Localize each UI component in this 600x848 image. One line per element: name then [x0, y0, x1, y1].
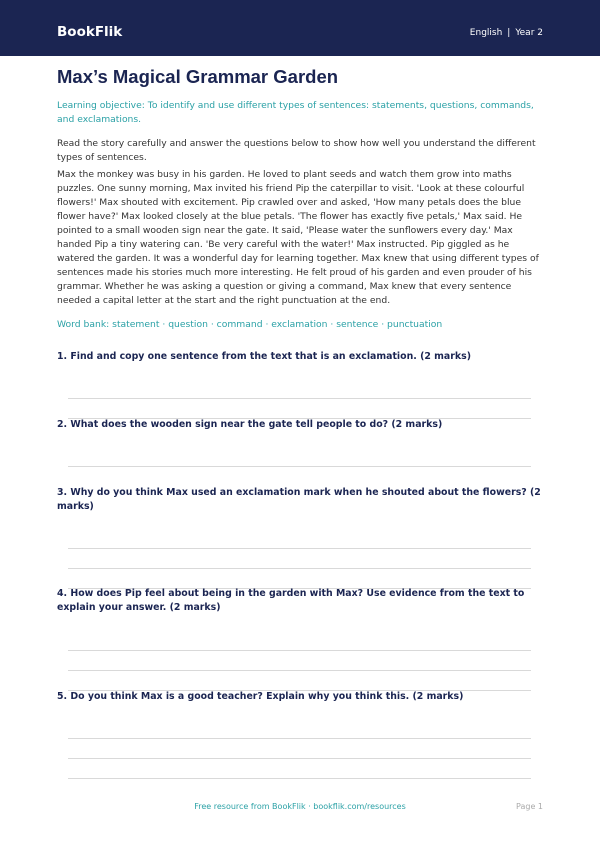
learning-objective: Learning objective: To identify and use different types of sentences: statements, questions, commands, and exclamations.: [57, 100, 534, 125]
brand-logo: BookFlik: [57, 24, 123, 40]
word-bank: Word bank: statement · question · command · exclamation · sentence · punctuation: [57, 319, 443, 330]
answer-line[interactable]: [68, 466, 531, 467]
question-1: 1. Find and copy one sentence from the text that is an exclamation. (2 marks): [57, 351, 471, 362]
page-number: Page 1: [516, 802, 543, 811]
question-5: 5. Do you think Max is a good teacher? Explain why you think this. (2 marks): [57, 691, 464, 702]
instructions: Read the story carefully and answer the questions below to show how well you understand the different types of sentences.: [57, 138, 536, 163]
answer-line[interactable]: [68, 738, 531, 739]
answer-line[interactable]: [68, 398, 531, 399]
answer-line[interactable]: [68, 548, 531, 549]
answer-line[interactable]: [68, 568, 531, 569]
answer-line[interactable]: [68, 758, 531, 759]
question-4: 4. How does Pip feel about being in the garden with Max? Use evidence from the text to explain your answer. (2 marks): [57, 588, 525, 613]
question-3: 3. Why do you think Max used an exclamation mark when he shouted about the flowers? (2 marks): [57, 487, 541, 512]
answer-line[interactable]: [68, 670, 531, 671]
question-2: 2. What does the wooden sign near the gate tell people to do? (2 marks): [57, 419, 443, 430]
subject-label: English: [469, 28, 503, 38]
footer-resource: Free resource from BookFlik · bookflik.com/resources: [194, 802, 406, 811]
page-header: [0, 0, 600, 56]
header-meta: [470, 27, 543, 39]
story-text: Max the monkey was busy in his garden. He loved to plant seeds and watch them grow into maths puzzles. One sunny morning, Max invited his friend Pip the caterpillar to visit. 'Look at these colourful flowers!' Max shouted with excitement. Pip crawled over and asked, 'How many petals does the blue flower have?' Max looked closely at the blue petals. 'The flower has exactly five petals,' Max said. He pointed to a small wooden sign near the gate. It said, 'Please water the sunflowers every day.' Max handed Pip a tiny watering can. 'Be very careful with the water!' Max instructed. Pip giggled as he watered the garden. It was a wonderful day for learning together. Max knew that using different types of sentences made his stories much more interesting. He felt proud of his garden and even prouder of his grammar. Whether he was asking a question or giving a command, Max knew that every sentence needed a capital letter at the start and the right punctuation at the end.: [57, 169, 539, 306]
answer-line[interactable]: [68, 650, 531, 651]
page-title: Max’s Magical Grammar Garden: [57, 66, 339, 87]
header-separator: |: [507, 28, 511, 38]
year-label: Year 2: [515, 28, 543, 38]
answer-line[interactable]: [68, 778, 531, 779]
